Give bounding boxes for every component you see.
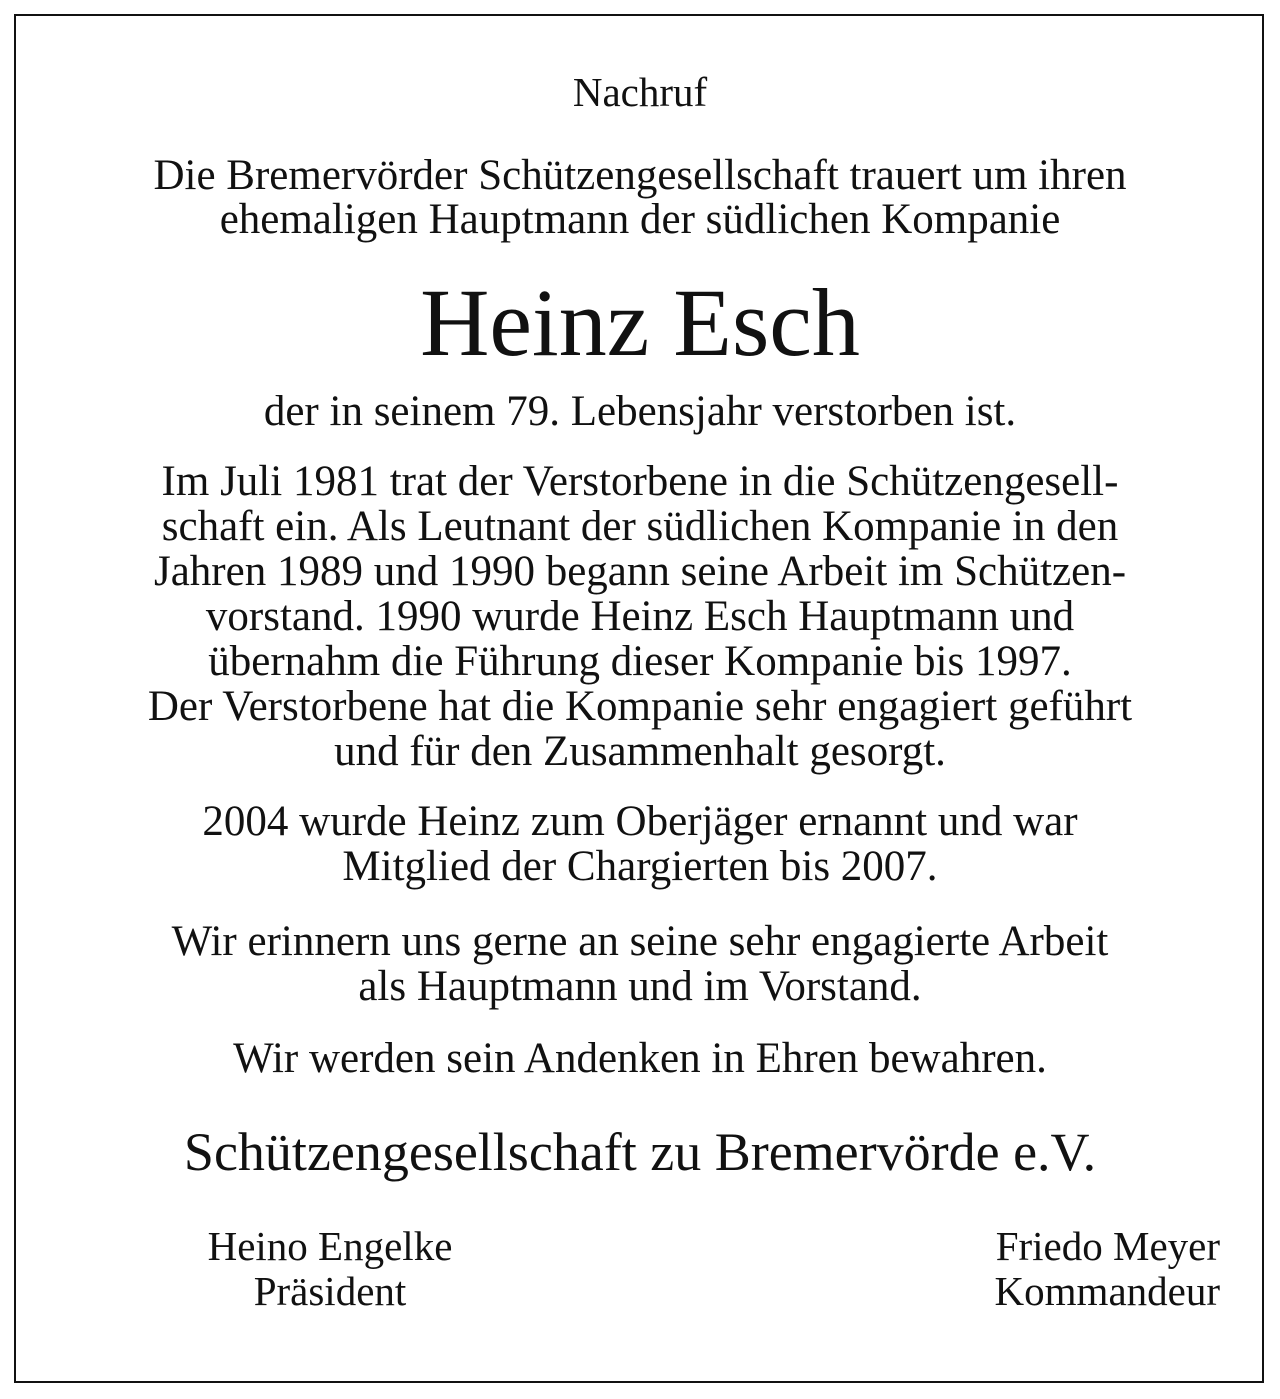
intro-line-1: Die Bremervörder Schützengesellschaft trauert um ihren	[153, 152, 1127, 199]
honors-line-1: 2004 wurde Heinz zum Oberjäger ernannt und war	[202, 798, 1078, 845]
organization-name: Schützengesellschaft zu Bremervörde e.V.	[183, 1122, 1097, 1182]
remembrance-line-2: als Hauptmann und im Vorstand.	[358, 963, 922, 1010]
signatory-right-role: Kommandeur	[994, 1268, 1220, 1314]
signatory-left-role: Präsident	[253, 1268, 407, 1314]
biography-line-6: Der Verstorbene hat die Kompanie sehr engagiert geführt	[147, 683, 1133, 730]
biography-line-3: Jahren 1989 und 1990 begann seine Arbeit im Schützen-	[153, 548, 1127, 595]
biography-line-7: und für den Zusammenhalt gesorgt.	[334, 728, 946, 775]
intro-line-2: ehemaligen Hauptmann der südlichen Kompanie	[219, 196, 1061, 243]
signatory-left-name: Heino Engelke	[207, 1223, 453, 1269]
biography-line-5: übernahm die Führung dieser Kompanie bis 1997.	[208, 638, 1072, 685]
honors-line-2: Mitglied der Chargierten bis 2007.	[342, 843, 938, 890]
age-line: der in seinem 79. Lebensjahr verstorben ist.	[263, 388, 1017, 435]
biography-line-1: Im Juli 1981 trat der Verstorbene in die Schützengesell-	[161, 458, 1119, 505]
obituary-heading: Nachruf	[572, 69, 708, 115]
closing-line: Wir werden sein Andenken in Ehren bewahren.	[233, 1035, 1047, 1082]
signatory-right-name: Friedo Meyer	[995, 1223, 1220, 1269]
biography-line-2: schaft ein. Als Leutnant der südlichen Kompanie in den	[161, 503, 1119, 550]
biography-line-4: vorstand. 1990 wurde Heinz Esch Hauptmann und	[205, 593, 1075, 640]
remembrance-line-1: Wir erinnern uns gerne an seine sehr engagierte Arbeit	[171, 918, 1109, 965]
deceased-name: Heinz Esch	[420, 269, 860, 376]
